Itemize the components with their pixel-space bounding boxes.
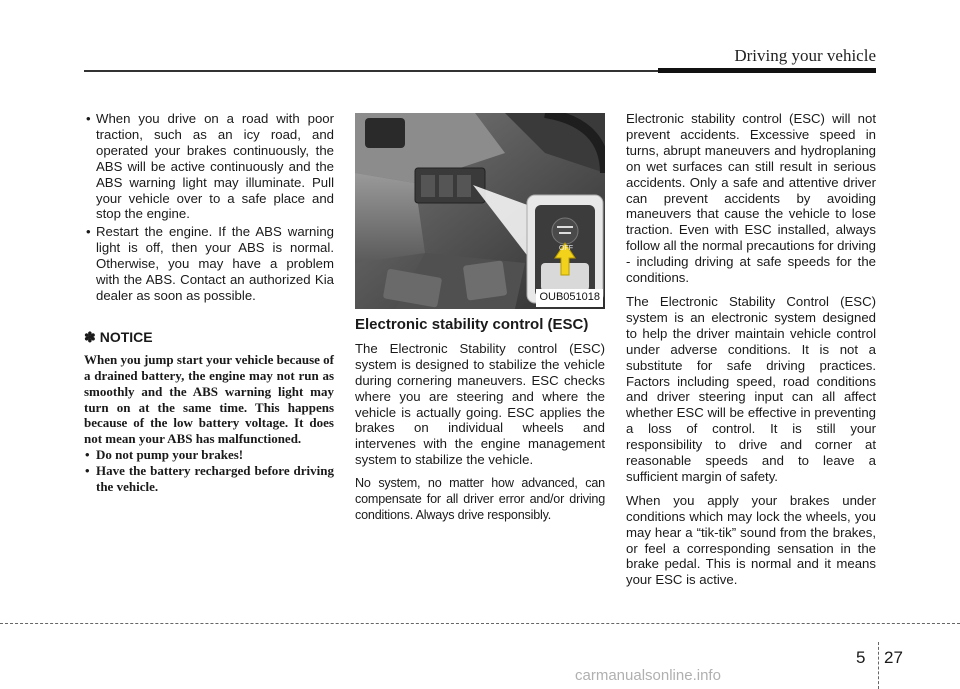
list-item: • When you drive on a road with poor traction, such as an icy road, and operated your brakes continuously, the ABS will be active continuously and the ABS warning light may illuminate. Pull your vehicle over to a safe place and stop the engine. — [84, 111, 334, 222]
watermark: carmanualsonline.info — [575, 667, 721, 684]
footer-rule — [0, 623, 960, 624]
section-title: Electronic stability control (ESC) — [355, 316, 589, 333]
esc-off-label: OFF — [559, 245, 573, 252]
list-item: • Do not pump your brakes! — [84, 447, 334, 463]
notice-body: When you jump start your vehicle because of a drained battery, the engine may not run as smoothly and the ABS warning light may turn on at the same time. This happens because of the low battery voltage. It does not mean your ABS has malfunctioned. — [84, 351, 335, 447]
chapter-number: 5 — [856, 648, 866, 667]
esc-paragraph-2: The Electronic Stability Control (ESC) system is an electronic system designed to help the driver maintain vehicle control under adverse conditions. It is not a substitute for safe driving practices. Factors including speed, road conditions and driver steering input can all affect whether ESC will be effective in preventing a loss of control. It is still your responsibility to drive and corner at reasonable speeds and to leave a sufficient margin of safety. — [626, 293, 876, 484]
list-item: • Have the battery recharged before driving the vehicle. — [84, 463, 334, 495]
column-middle — [355, 113, 605, 524]
esc-paragraph-1: Electronic stability control (ESC) will not prevent accidents. Excessive speed in turns, abrupt maneuvers and hydroplaning on wet surfaces can still result in serious accidents. Only a safe and attentive driver can prevent accidents by avoiding maneuvers that cause the vehicle to lose traction. Even with ESC installed, always follow all the normal precautions for driving - including driving at safe speeds for the conditions. — [626, 111, 876, 286]
abs-bullet-list — [84, 111, 334, 304]
notice-heading — [84, 330, 334, 346]
column-left — [84, 111, 334, 495]
footer-divider — [878, 642, 879, 689]
esc-figure — [355, 113, 605, 309]
notice-star-icon: ✽ — [84, 328, 96, 345]
figure-code: OUB051018 — [536, 289, 603, 307]
dashboard-illustration — [355, 113, 605, 309]
notice-bullet-list — [84, 447, 334, 495]
header-title: Driving your vehicle — [734, 46, 876, 65]
notice-title: NOTICE — [99, 328, 153, 345]
esc-paragraph-3: When you apply your brakes under conditions which may lock the wheels, you may hear a “tik-tik” sound from the brakes, or feel a corresponding sensation in the brake pedal. This is normal and it means your ESC is active. — [626, 492, 876, 588]
esc-caution: No system, no matter how advanced, can compensate for all driver error and/or driving conditions. Always drive responsibly. — [355, 476, 605, 522]
list-item: • Restart the engine. If the ABS warning light is off, then your ABS is normal. Otherwise, you may have a problem with the ABS. Contact an authorized Kia dealer as soon as possible. — [84, 224, 334, 304]
esc-description: The Electronic Stability control (ESC) system is designed to stabilize the vehicle during cornering maneuvers. ESC checks where you are steering and where the vehicle is actually going. ESC applies the brakes on individual wheels and intervenes with the engine management system to stabilize the vehicle. — [355, 340, 605, 468]
header-rule-accent — [658, 68, 876, 73]
page-number: 27 — [884, 648, 903, 667]
column-right — [626, 111, 876, 588]
